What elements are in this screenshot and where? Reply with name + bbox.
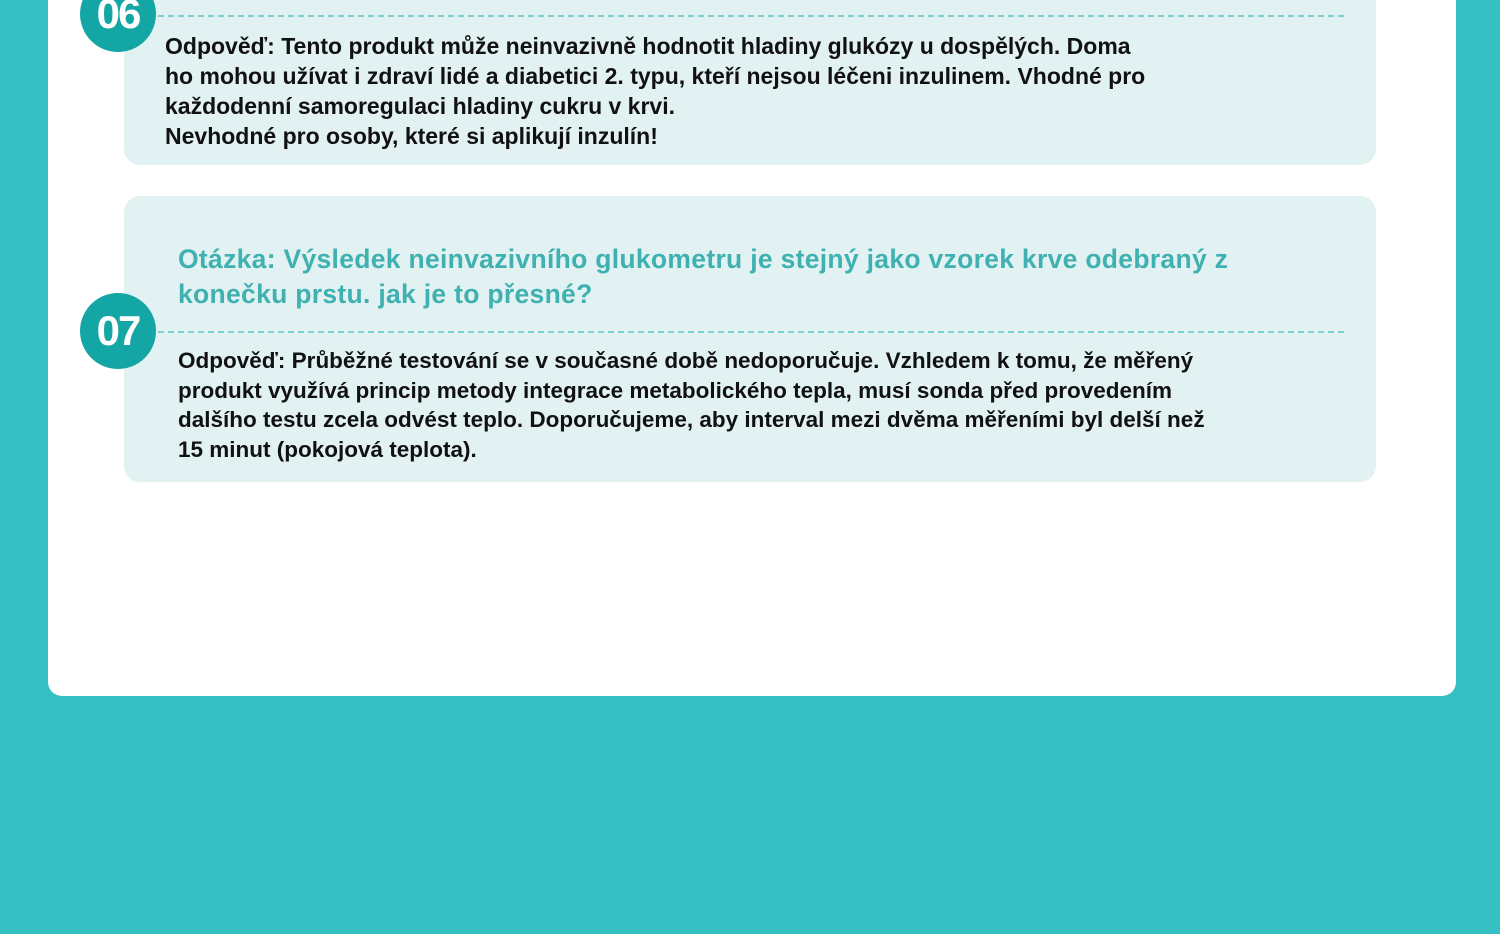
faq-answer-07-line: dalšího testu zcela odvést teplo. Doporučujeme, aby interval mezi dvěma měřeními byl delší než [178, 407, 1205, 432]
faq-question-07-line: konečku prstu. jak je to přesné? [178, 279, 593, 309]
faq-answer-07-line: Odpověď: Průběžné testování se v současné době nedoporučuje. Vzhledem k tomu, že měřený [178, 348, 1194, 373]
faq-number-badge-06: 06 [80, 0, 156, 52]
faq-answer-07-line: 15 minut (pokojová teplota). [178, 436, 477, 462]
faq-answer-06-line: Nevhodné pro osoby, které si aplikují inzulín! [165, 123, 658, 149]
faq-question-07 [178, 242, 1353, 312]
faq-answer-06 [165, 31, 1345, 151]
faq-answer-06-line: ho mohou užívat i zdraví lidé a diabetici 2. typu, kteří nejsou léčeni inzulinem. Vhodné pro [165, 63, 1146, 89]
faq-number-badge-07: 07 [80, 293, 156, 369]
faq-divider-07 [158, 331, 1344, 333]
faq-question-07-line: Otázka: Výsledek neinvazivního glukometru je stejný jako vzorek krve odebraný z [178, 244, 1229, 274]
faq-divider-06 [158, 15, 1344, 17]
faq-answer-06-line: Odpověď: Tento produkt může neinvazivně hodnotit hladiny glukózy u dospělých. Doma [165, 33, 1131, 59]
faq-answer-07 [178, 346, 1348, 464]
faq-answer-07-line: produkt využívá princip metody integrace metabolického tepla, musí sonda před provedením [178, 377, 1172, 403]
faq-answer-06-line: každodenní samoregulaci hladiny cukru v krvi. [165, 93, 675, 119]
